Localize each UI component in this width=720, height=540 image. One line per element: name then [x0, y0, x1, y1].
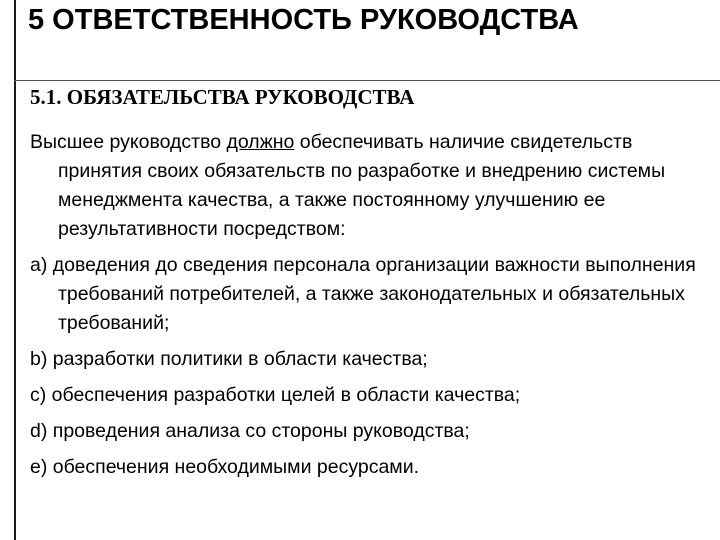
intro-text-end: обеспечивать наличие свидетельств принятия своих обязательств по разработке и внедрению системы менеджмента качества, а также постоянному улучшению ее результативности посредством: [58, 131, 666, 240]
left-border-line [14, 0, 16, 540]
list-item-a: а) доведения до сведения персонала организации важности выполнения требований потребителей, а также законодательных и обязательных требований; [30, 254, 696, 334]
list-item-d: d) проведения анализа со стороны руководства; [30, 420, 470, 442]
list-item-b: b) разработки политики в области качества; [30, 348, 428, 370]
slide-title: 5 ОТВЕТСТВЕННОСТЬ РУКОВОДСТВА [28, 4, 579, 36]
title-divider-line [14, 80, 720, 81]
section-subtitle: 5.1. ОБЯЗАТЕЛЬСТВА РУКОВОДСТВА [30, 85, 415, 109]
list-item-c: c) обеспечения разработки целей в области качества; [30, 384, 521, 406]
list-item-e: e) обеспечения необходимыми ресурсами. [30, 456, 420, 478]
intro-text-start: Высшее руководство [30, 131, 227, 153]
intro-emphasis-word: должно [226, 131, 295, 153]
intro-paragraph [30, 128, 710, 244]
body-text [30, 128, 710, 489]
